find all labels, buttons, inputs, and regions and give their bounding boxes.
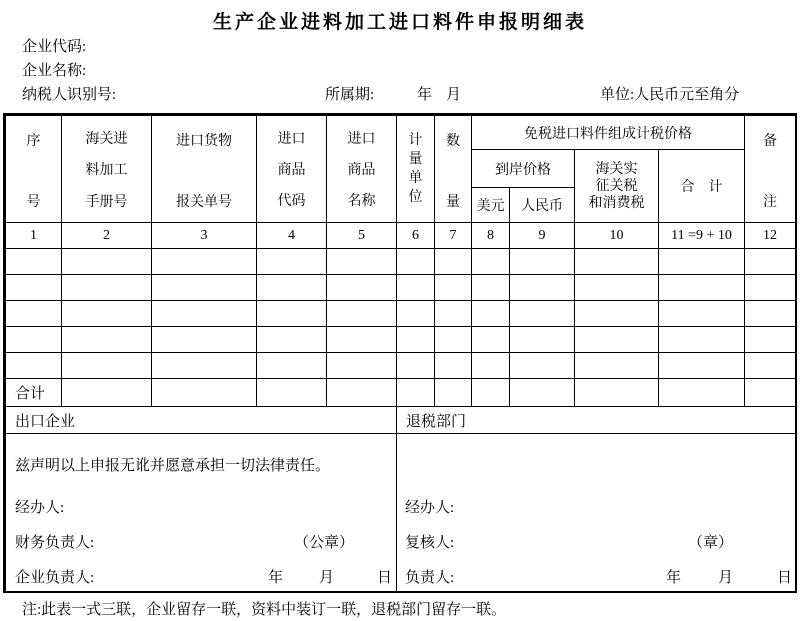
date-day-right: 日 (777, 570, 793, 586)
table-row (6, 327, 796, 353)
empty-cell (6, 275, 62, 301)
empty-cell (397, 379, 435, 407)
empty-cell (659, 249, 745, 275)
empty-cell (257, 379, 327, 407)
empty-cell (659, 353, 745, 379)
column-number: 9 (510, 223, 575, 249)
handler-label-right: 经办人: (405, 500, 455, 516)
empty-cell (472, 353, 510, 379)
empty-cell (510, 275, 575, 301)
col-header-measure-unit: 计 量 单 位 (397, 116, 435, 223)
empty-cell (745, 327, 796, 353)
column-number: 5 (327, 223, 397, 249)
empty-cell (472, 275, 510, 301)
empty-cell (745, 379, 796, 407)
empty-cell (575, 327, 659, 353)
total-row (6, 379, 796, 407)
empty-cell (435, 301, 472, 327)
col-header-customs-manual-no: 海关进 料加工 手册号 (62, 116, 152, 223)
empty-cell (397, 275, 435, 301)
section-label-row (6, 407, 796, 434)
empty-cell (510, 353, 575, 379)
column-number: 1 (6, 223, 62, 249)
total-row-label: 合计 (6, 379, 62, 407)
empty-cell (257, 353, 327, 379)
empty-cell (745, 275, 796, 301)
empty-cell (575, 249, 659, 275)
empty-cell (327, 275, 397, 301)
empty-cell (659, 275, 745, 301)
reviewer-label: 复核人: (405, 535, 455, 551)
empty-cell (257, 327, 327, 353)
column-number: 4 (257, 223, 327, 249)
column-number-row (6, 223, 796, 249)
col-header-import-declaration-no: 进口货物 报关单号 (152, 116, 257, 223)
footnote: 注:此表一式三联，企业留存一联，资料中装订一联，退税部门留存一联。 (22, 602, 507, 618)
empty-cell (472, 327, 510, 353)
empty-cell (152, 301, 257, 327)
col-header-rmb: 人民币 (510, 188, 575, 223)
materials-table (5, 115, 796, 592)
tax-dept-section-label: 退税部门 (397, 407, 796, 434)
column-number: 10 (575, 223, 659, 249)
empty-cell (745, 301, 796, 327)
company-code-label: 企业代码: (22, 39, 87, 55)
empty-cell (510, 249, 575, 275)
column-number: 8 (472, 223, 510, 249)
page-title: 生产企业进料加工进口料件申报明细表 (212, 12, 587, 33)
empty-cell (435, 327, 472, 353)
col-header-sum-total: 合 计 (659, 150, 745, 223)
col-header-quantity: 数 量 (435, 116, 472, 223)
empty-cell (152, 249, 257, 275)
header-row-1 (6, 116, 796, 150)
period-year-label: 年 (417, 87, 433, 103)
seal-label: （章） (688, 535, 734, 551)
col-header-commodity-code: 进口 商品 代码 (257, 116, 327, 223)
empty-cell (659, 327, 745, 353)
empty-cell (327, 353, 397, 379)
col-header-remark: 备 注 (745, 116, 796, 223)
period-month-label: 月 (446, 87, 462, 103)
empty-cell (6, 249, 62, 275)
empty-cell (62, 327, 152, 353)
company-manager-label: 企业负责人: (15, 570, 95, 586)
empty-cell (62, 301, 152, 327)
col-header-customs-duty-tax: 海关实 征关税 和消费税 (575, 150, 659, 223)
empty-cell (435, 275, 472, 301)
empty-cell (327, 301, 397, 327)
declaration-form-table (3, 113, 797, 593)
empty-cell (152, 275, 257, 301)
empty-cell (152, 353, 257, 379)
period-label: 所属期: (325, 87, 375, 103)
empty-cell (152, 327, 257, 353)
empty-cell (745, 249, 796, 275)
empty-cell (62, 353, 152, 379)
empty-cell (659, 301, 745, 327)
date-year-right: 年 (666, 570, 682, 586)
empty-cell (575, 275, 659, 301)
table-row (6, 275, 796, 301)
empty-cell (472, 249, 510, 275)
empty-cell (257, 249, 327, 275)
col-header-usd: 美元 (472, 188, 510, 223)
exporter-section-label: 出口企业 (6, 407, 397, 434)
empty-cell (327, 327, 397, 353)
empty-cell (510, 301, 575, 327)
company-seal-label: （公章） (294, 535, 355, 551)
empty-cell (397, 249, 435, 275)
exporter-signature-block (6, 434, 397, 592)
column-number: 6 (397, 223, 435, 249)
taxpayer-id-label: 纳税人识别号: (22, 87, 117, 103)
empty-cell (397, 327, 435, 353)
date-month-left: 月 (319, 570, 335, 586)
column-number: 7 (435, 223, 472, 249)
empty-cell (435, 249, 472, 275)
declaration-text: 兹声明以上申报无讹并愿意承担一切法律责任。 (15, 458, 331, 474)
empty-cell (257, 301, 327, 327)
table-row (6, 301, 796, 327)
tax-dept-signature-block (397, 434, 796, 592)
empty-cell (510, 327, 575, 353)
unit-label: 单位:人民币元至角分 (600, 87, 740, 103)
empty-cell (6, 301, 62, 327)
empty-cell (435, 353, 472, 379)
empty-cell (6, 353, 62, 379)
empty-cell (397, 301, 435, 327)
empty-cell (327, 249, 397, 275)
empty-cell (435, 379, 472, 407)
signature-row (6, 434, 796, 592)
empty-cell (575, 353, 659, 379)
date-month-right: 月 (718, 570, 734, 586)
empty-cell (62, 275, 152, 301)
empty-cell (472, 379, 510, 407)
empty-cell (575, 301, 659, 327)
empty-cell (152, 379, 257, 407)
empty-cell (62, 379, 152, 407)
empty-cell (62, 249, 152, 275)
empty-cell (575, 379, 659, 407)
column-number: 3 (152, 223, 257, 249)
col-header-commodity-name: 进口 商品 名称 (327, 116, 397, 223)
group-header-cif-price: 到岸价格 (472, 150, 575, 188)
date-year-left: 年 (268, 570, 284, 586)
table-row (6, 249, 796, 275)
empty-cell (327, 379, 397, 407)
empty-cell (257, 275, 327, 301)
empty-cell (659, 379, 745, 407)
empty-cell (745, 353, 796, 379)
empty-cell (397, 353, 435, 379)
column-number: 2 (62, 223, 152, 249)
table-row (6, 353, 796, 379)
empty-cell (6, 327, 62, 353)
company-name-label: 企业名称: (22, 63, 87, 79)
empty-cell (472, 301, 510, 327)
finance-manager-label: 财务负责人: (15, 535, 95, 551)
column-number: 11 =9 + 10 (659, 223, 745, 249)
handler-label-left: 经办人: (15, 500, 65, 516)
column-number: 12 (745, 223, 796, 249)
dept-manager-label: 负责人: (405, 570, 455, 586)
empty-cell (510, 379, 575, 407)
col-header-seq-no: 序 号 (6, 116, 62, 223)
date-day-left: 日 (377, 570, 393, 586)
group-header-tax-free-price: 免税进口料件组成计税价格 (472, 116, 745, 150)
